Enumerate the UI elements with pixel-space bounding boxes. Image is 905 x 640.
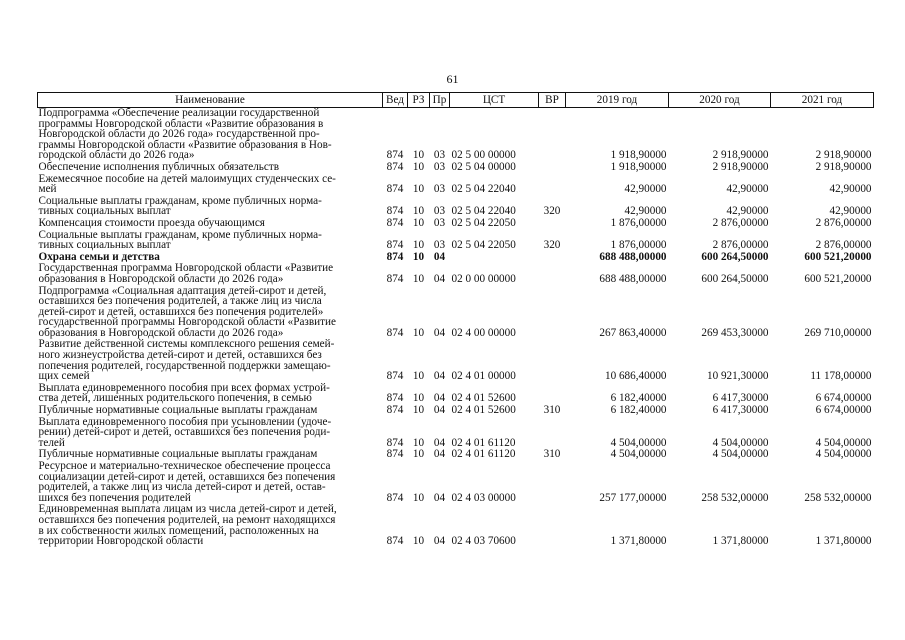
row-vr: 320 [543,205,561,218]
row-cst: 02 5 00 00000 [451,149,516,162]
row-name-line: Социальные выплаты гражданам, кроме публичных норма- [38,228,322,241]
row-2019: 42,90000 [624,205,667,218]
row-ved: 874 [386,216,404,229]
row-2019: 257 177,00000 [599,491,667,504]
row-name [38,504,383,547]
row-name-line: оставшихся без попечения родителей, а также лиц из числа [38,295,322,308]
row-2020: 4 504,00000 [712,448,769,461]
budget-table [37,92,874,548]
table-row [38,196,874,218]
row-ved: 874 [386,160,404,173]
row-name-line: Ресурсное и материально-техническое обеспечение процесса [38,460,331,472]
row-name-line: Публичные нормативные социальные выплаты гражданам [38,448,318,461]
table-row [38,286,874,340]
row-name-line: в их собственности жилых помещений, расположенных на [38,524,319,537]
row-rz: 10 [412,250,425,263]
row-name-line: ства детей, лишенных родительского попечения, в семью [38,392,312,405]
table-row [38,162,874,174]
row-2019: 1 918,90000 [610,149,667,162]
table-body [38,108,874,548]
row-cst: 02 4 01 52600 [451,392,516,405]
row-2021: 42,90000 [829,205,872,218]
header-vr: ВР [539,93,566,108]
row-name-line: Новгородской области до 2026 года» государственной про- [38,128,320,141]
row-cst: 02 4 01 00000 [451,370,516,383]
row-vr [539,461,566,504]
row-name-line: оставшихся без попечения родителей, на ремонт находящихся [38,513,336,526]
row-2019: 1 918,90000 [610,160,667,173]
row-2019: 1 876,00000 [610,239,667,252]
header-row [38,93,874,108]
row-cst: 02 5 04 22050 [451,239,516,252]
row-name-line: тивных социальных выплат [38,205,171,218]
row-vr [539,162,566,174]
row-2019: 42,90000 [624,183,667,196]
table-row [38,504,874,547]
row-name-line: городской области до 2026 года» [38,149,195,162]
row-ved: 874 [386,239,404,252]
row-2021: 600 521,20000 [804,272,872,285]
row-vr [539,252,566,264]
table-header [38,93,874,108]
table-row [38,339,874,382]
row-pr: 04 [433,370,446,383]
row-2019: 267 863,40000 [599,326,667,339]
row-vr [539,174,566,196]
row-rz: 10 [412,491,425,504]
row-2021: 4 504,00000 [815,448,872,461]
row-rz: 10 [412,272,425,285]
row-cst: 02 5 04 22040 [451,205,516,218]
row-pr: 03 [433,160,446,173]
row-ved: 874 [386,370,404,383]
row-ved: 874 [386,491,404,504]
row-name [38,286,383,340]
row-name [38,461,383,504]
row-2020: 2 876,00000 [712,239,769,252]
row-cst: 02 0 00 00000 [451,272,516,285]
row-rz: 10 [412,149,425,162]
row-2021: 258 532,00000 [804,491,872,504]
row-name-line: ного жизнеустройства детей-сирот и детей, оставшихся без [38,349,322,362]
row-2021: 600 521,20000 [804,250,872,263]
row-name-line: программы Новгородской области «Развитие образования в [38,117,324,130]
row-pr: 03 [433,239,446,252]
row-vr [539,218,566,230]
row-2021: 1 371,80000 [815,535,872,548]
row-2020: 42,90000 [726,183,769,196]
row-vr [539,417,566,450]
table-row [38,218,874,230]
row-2021: 42,90000 [829,183,872,196]
row-2020: 6 417,30000 [712,392,769,405]
row-ved: 874 [386,436,404,449]
row-pr: 04 [433,491,446,504]
row-rz: 10 [412,404,425,417]
row-ved: 874 [386,149,404,162]
row-2019: 688 488,00000 [599,250,667,263]
row-2021: 269 710,00000 [804,326,872,339]
row-pr: 04 [433,272,446,285]
row-2020: 258 532,00000 [701,491,769,504]
table-row [38,383,874,405]
row-rz: 10 [412,205,425,218]
row-2019: 4 504,00000 [610,436,667,449]
row-name-line: Социальные выплаты гражданам, кроме публичных норма- [38,194,322,207]
row-2019: 1 876,00000 [610,216,667,229]
row-name-line: Охрана семьи и детства [38,250,160,263]
row-cst: 02 4 01 52600 [451,404,516,417]
row-name [38,263,383,285]
row-ved: 874 [386,250,404,263]
row-ved: 874 [386,535,404,548]
row-name-line: государственной программы Новгородской области «Развитие [38,316,336,329]
row-pr: 04 [433,535,446,548]
row-name-line: мей [38,183,57,196]
row-pr: 04 [433,404,446,417]
row-name [38,417,383,450]
row-2021: 2 876,00000 [815,239,872,252]
row-name [38,196,383,218]
row-2020: 6 417,30000 [712,404,769,417]
row-rz: 10 [412,436,425,449]
header-2020: 2020 год [669,93,771,108]
row-name-line: социализации детей-сирот и детей, оставшихся без попечения [38,470,336,483]
row-vr [539,263,566,285]
row-vr: 310 [543,448,561,461]
row-vr [539,504,566,547]
header-2019: 2019 год [566,93,669,108]
row-cst: 02 4 00 00000 [451,326,516,339]
row-2020: 2 918,90000 [712,160,769,173]
row-name-line: рении) детей-сирот и детей, оставшихся без попечения роди- [38,426,331,439]
row-rz: 10 [412,216,425,229]
row-name [38,218,383,230]
row-rz: 10 [412,183,425,196]
row-name-line: попечения родителей, государственной поддержки замещаю- [38,359,331,372]
row-rz: 10 [412,392,425,405]
table-row [38,174,874,196]
header-2021: 2021 год [771,93,874,108]
row-2021: 2 918,90000 [815,149,872,162]
row-ved: 874 [386,448,404,461]
row-pr: 04 [433,448,446,461]
row-cst: 02 5 04 22040 [451,183,516,196]
row-vr [539,286,566,340]
row-2020: 1 371,80000 [712,535,769,548]
row-2020: 600 264,50000 [701,250,769,263]
row-name [38,339,383,382]
row-2021: 4 504,00000 [815,436,872,449]
row-pr: 04 [433,436,446,449]
row-name-line: Государственная программа Новгородской области «Развитие [38,262,334,275]
table-row [38,405,874,417]
row-2019: 1 371,80000 [610,535,667,548]
row-cst: 02 4 03 00000 [451,491,516,504]
header-name: Наименование [38,93,383,108]
row-rz: 10 [412,448,425,461]
row-rz: 10 [412,239,425,252]
row-2020: 10 921,30000 [706,370,769,383]
row-pr: 03 [433,183,446,196]
row-2020: 600 264,50000 [701,272,769,285]
row-cst: 02 5 04 22050 [451,216,516,229]
row-name [38,405,383,417]
row-2019: 4 504,00000 [610,448,667,461]
row-cst: 02 4 03 70600 [451,535,516,548]
row-name-line: Компенсация стоимости проезда обучающимся [38,216,265,229]
row-2020: 42,90000 [726,205,769,218]
row-ved: 874 [386,183,404,196]
row-cst: 02 4 01 61120 [451,448,516,461]
header-ved: Вед [383,93,408,108]
row-2020: 2 918,90000 [712,149,769,162]
row-name [38,162,383,174]
row-ved: 874 [386,205,404,218]
row-name [38,108,383,162]
row-cst: 02 4 01 61120 [451,436,516,449]
row-name-line: образования в Новгородской области до 2026 года» [38,272,284,285]
row-2021: 2 918,90000 [815,160,872,173]
row-2019: 6 182,40000 [610,392,667,405]
table-row [38,417,874,450]
row-cst: 02 5 04 00000 [451,160,516,173]
row-name-line: детей-сирот и детей, оставшихся без попечения родителей» [38,305,324,318]
row-2020: 269 453,30000 [701,326,769,339]
header-cst: ЦСТ [450,93,539,108]
row-name-line: Подпрограмма «Обеспечение реализации государственной [38,107,320,119]
row-ved: 874 [386,392,404,405]
row-vr [539,339,566,382]
row-pr: 03 [433,205,446,218]
row-name-line: щих семей [38,370,90,383]
row-name-line: родителей, а также лиц из числа детей-сирот и детей, остав- [38,481,326,494]
row-name-line: образования в Новгородской области до 2026 года» [38,326,284,339]
row-vr: 310 [543,404,561,417]
header-pr: Пр [430,93,450,108]
row-name-line: шихся без попечения родителей [38,491,191,504]
row-rz: 10 [412,160,425,173]
row-2021: 2 876,00000 [815,216,872,229]
row-name-line: Развитие действенной системы комплексного решения семей- [38,338,335,351]
page-number: 61 [446,72,459,86]
row-2020: 2 876,00000 [712,216,769,229]
table-row [38,263,874,285]
row-pr: 03 [433,216,446,229]
header-rz: РЗ [408,93,430,108]
row-2021: 6 674,00000 [815,392,872,405]
row-ved: 874 [386,272,404,285]
row-pr: 03 [433,149,446,162]
row-name-line: Публичные нормативные социальные выплаты гражданам [38,404,318,417]
row-vr: 320 [543,239,561,252]
row-2021: 11 178,00000 [810,370,872,383]
row-rz: 10 [412,535,425,548]
row-name-line: территории Новгородской области [38,535,204,548]
row-name [38,230,383,252]
row-2021: 6 674,00000 [815,404,872,417]
row-rz: 10 [412,326,425,339]
row-vr [539,383,566,405]
row-2020: 4 504,00000 [712,436,769,449]
row-name-line: телей [38,436,65,449]
row-pr: 04 [433,392,446,405]
row-ved: 874 [386,404,404,417]
row-2019: 6 182,40000 [610,404,667,417]
row-name-line: Ежемесячное пособие на детей малоимущих студенческих се- [38,172,336,185]
row-rz: 10 [412,370,425,383]
row-cst [450,252,539,264]
row-name-line: Выплата единовременного пособия при усыновлении (удоче- [38,415,332,428]
row-name-line: тивных социальных выплат [38,239,171,252]
row-vr [539,108,566,162]
table-row [38,108,874,162]
row-name-line: граммы Новгородской области «Развитие образования в Нов- [38,138,332,151]
row-name-line: Выплата единовременного пособия при всех формах устрой- [38,381,330,394]
row-name-line: Единовременная выплата лицам из числа детей-сирот и детей, [38,503,337,516]
row-pr: 04 [433,250,446,263]
table-row [38,461,874,504]
row-pr: 04 [433,326,446,339]
row-ved: 874 [386,326,404,339]
row-name [38,383,383,405]
row-2019: 10 686,40000 [604,370,667,383]
row-name [38,174,383,196]
row-name-line: Обеспечение исполнения публичных обязательств [38,160,280,173]
table-row [38,230,874,252]
row-name-line: Подпрограмма «Социальная адаптация детей-сирот и детей, [38,284,327,297]
row-2019: 688 488,00000 [599,272,667,285]
